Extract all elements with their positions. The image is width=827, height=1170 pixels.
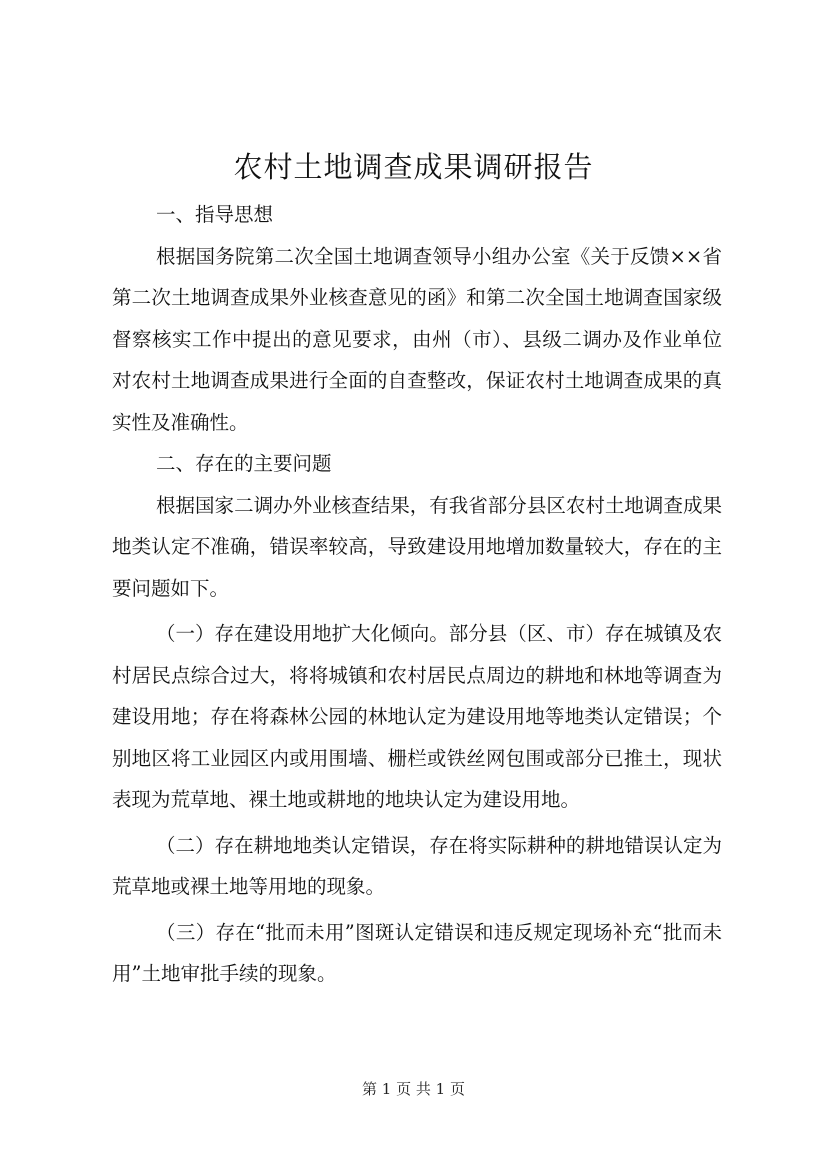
paragraph-guiding-ideology: 根据国务院第二次全国土地调查领导小组办公室《关于反馈××省第二次土地调查成果外业核查意见的函》和第二次全国土地调查国家级督察核实工作中提出的意见要求，由州（市）、县级二调办及作业单位对农村土地调查成果进行全面的自查整改，保证农村土地调查成果的真实性及准确性。 bbox=[112, 244, 722, 434]
section-heading-main-problems: 二、存在的主要问题 bbox=[156, 452, 332, 475]
paragraph-problem-1: （一）存在建设用地扩大化倾向。部分县（区、市）存在城镇及农村居民点综合过大，将将城镇和农村居民点周边的耕地和林地等调查为建设用地；存在将森林公园的林地认定为建设用地等地类认定错误；个别地区将工业园区内或用围墙、栅栏或铁丝网包围或部分已推土，现状表现为荒草地、裸土地或耕地的地块认定为建设用地。 bbox=[112, 622, 722, 811]
document-title: 农村土地调查成果调研报告 bbox=[233, 150, 594, 184]
section-heading-guiding-ideology: 一、指导思想 bbox=[156, 203, 274, 226]
paragraph-problem-3: （三）存在“批而未用”图斑认定错误和违反规定现场补充“批而未用”土地审批手续的现象。 bbox=[112, 920, 722, 985]
paragraph-problem-2: （二）存在耕地地类认定错误，存在将实际耕种的耕地错误认定为荒草地或裸土地等用地的现象。 bbox=[112, 833, 722, 898]
paragraph-problems-intro: 根据国家二调办外业核查结果，有我省部分县区农村土地调查成果地类认定不准确，错误率较高，导致建设用地增加数量较大，存在的主要问题如下。 bbox=[112, 493, 722, 600]
document-body bbox=[112, 194, 722, 995]
page-number-footer: 第 1 页 共 1 页 bbox=[362, 1080, 465, 1098]
